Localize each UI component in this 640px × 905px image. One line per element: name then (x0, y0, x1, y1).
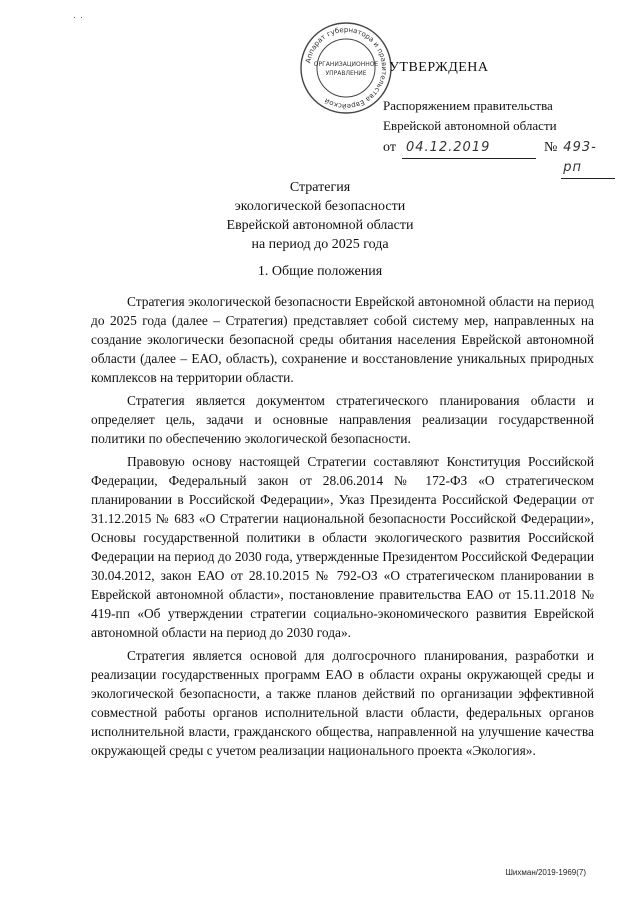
approval-line2: Еврейской автономной области (383, 118, 557, 133)
paragraph-2: Стратегия является документом стратегического планирования области и определяет цель, задачи и основные направления реализации государственной политики по обеспечению экологической безопасности. (91, 393, 594, 446)
footer-code: Шихман/2019-1969(7) (505, 868, 586, 877)
stamp-seal (298, 20, 394, 116)
paragraph-4: Стратегия является основой для долгосрочного планирования, разработки и реализации государственных программ ЕАО в области охраны окружающей среды и экологической безопасности, а также планов действий по организации эффективной совместной работы органов исполнительной власти области, федеральных органов исполнительной власти, гражданского общества, направленной на улучшение качества окружающей среды с учетом реализации национального проекта «Экология». (91, 648, 594, 758)
section-heading: 1. Общие положения (257, 264, 383, 279)
title-line1: Стратегия (289, 180, 351, 195)
body-text (91, 292, 594, 764)
approval-block (383, 58, 623, 179)
title-line3: Еврейской автономной области (226, 218, 414, 233)
date-value: 04.12.2019 (402, 138, 536, 159)
number-label: № (543, 140, 558, 155)
stamp-ring-text: Аппарат губернатора и правительства Еврейской (304, 25, 389, 111)
document-title (0, 178, 640, 254)
title-line4: на период до 2025 года (251, 237, 389, 252)
approval-line1: Распоряжением правительства (383, 98, 553, 113)
title-line2: экологической безопасности (234, 199, 406, 214)
paragraph-3: Правовую основу настоящей Стратегии составляют Конституция Российской Федерации, Федеральный закон от 28.06.2014 № 172-ФЗ «О стратегическом планировании в Российской Федерации», Указ Президента Российской Федерации от 31.12.2015 № 683 «О Стратегии национальной безопасности Российской Федерации», Основы государственной политики в области экологического развития Российской Федерации на период до 2030 года, утвержденные Президентом Российской Федерации 30.04.2012, закон ЕАО от 28.10.2015 № 792-ОЗ «О стратегическом планировании в Еврейской автономной области», постановление правительства ЕАО от 15.11.2018 № 419-пп «Об утверждении стратегии социально-экономического развития Еврейской автономной области на период до 2030 года». (91, 454, 594, 640)
stamp-center-line1: ОРГАНИЗАЦИОННОЕ (313, 61, 379, 68)
number-value: 493-рп (561, 138, 615, 179)
approval-title: УТВЕРЖДЕНА (389, 60, 489, 75)
scan-mark: ٠ ٠ (72, 12, 84, 22)
paragraph-1: Стратегия экологической безопасности Еврейской автономной области на период до 2025 года (далее – Стратегия) представляет собой систему мер, направленных на создание экологически безопасной среды обитания населения Еврейской автономной области (далее – ЕАО, область), сохранение и восстановление уникальных природных комплексов на территории области. (91, 294, 594, 385)
date-prefix: от (383, 140, 396, 155)
approval-date-row (383, 138, 623, 179)
stamp-center-line2: УПРАВЛЕНИЕ (325, 70, 367, 77)
